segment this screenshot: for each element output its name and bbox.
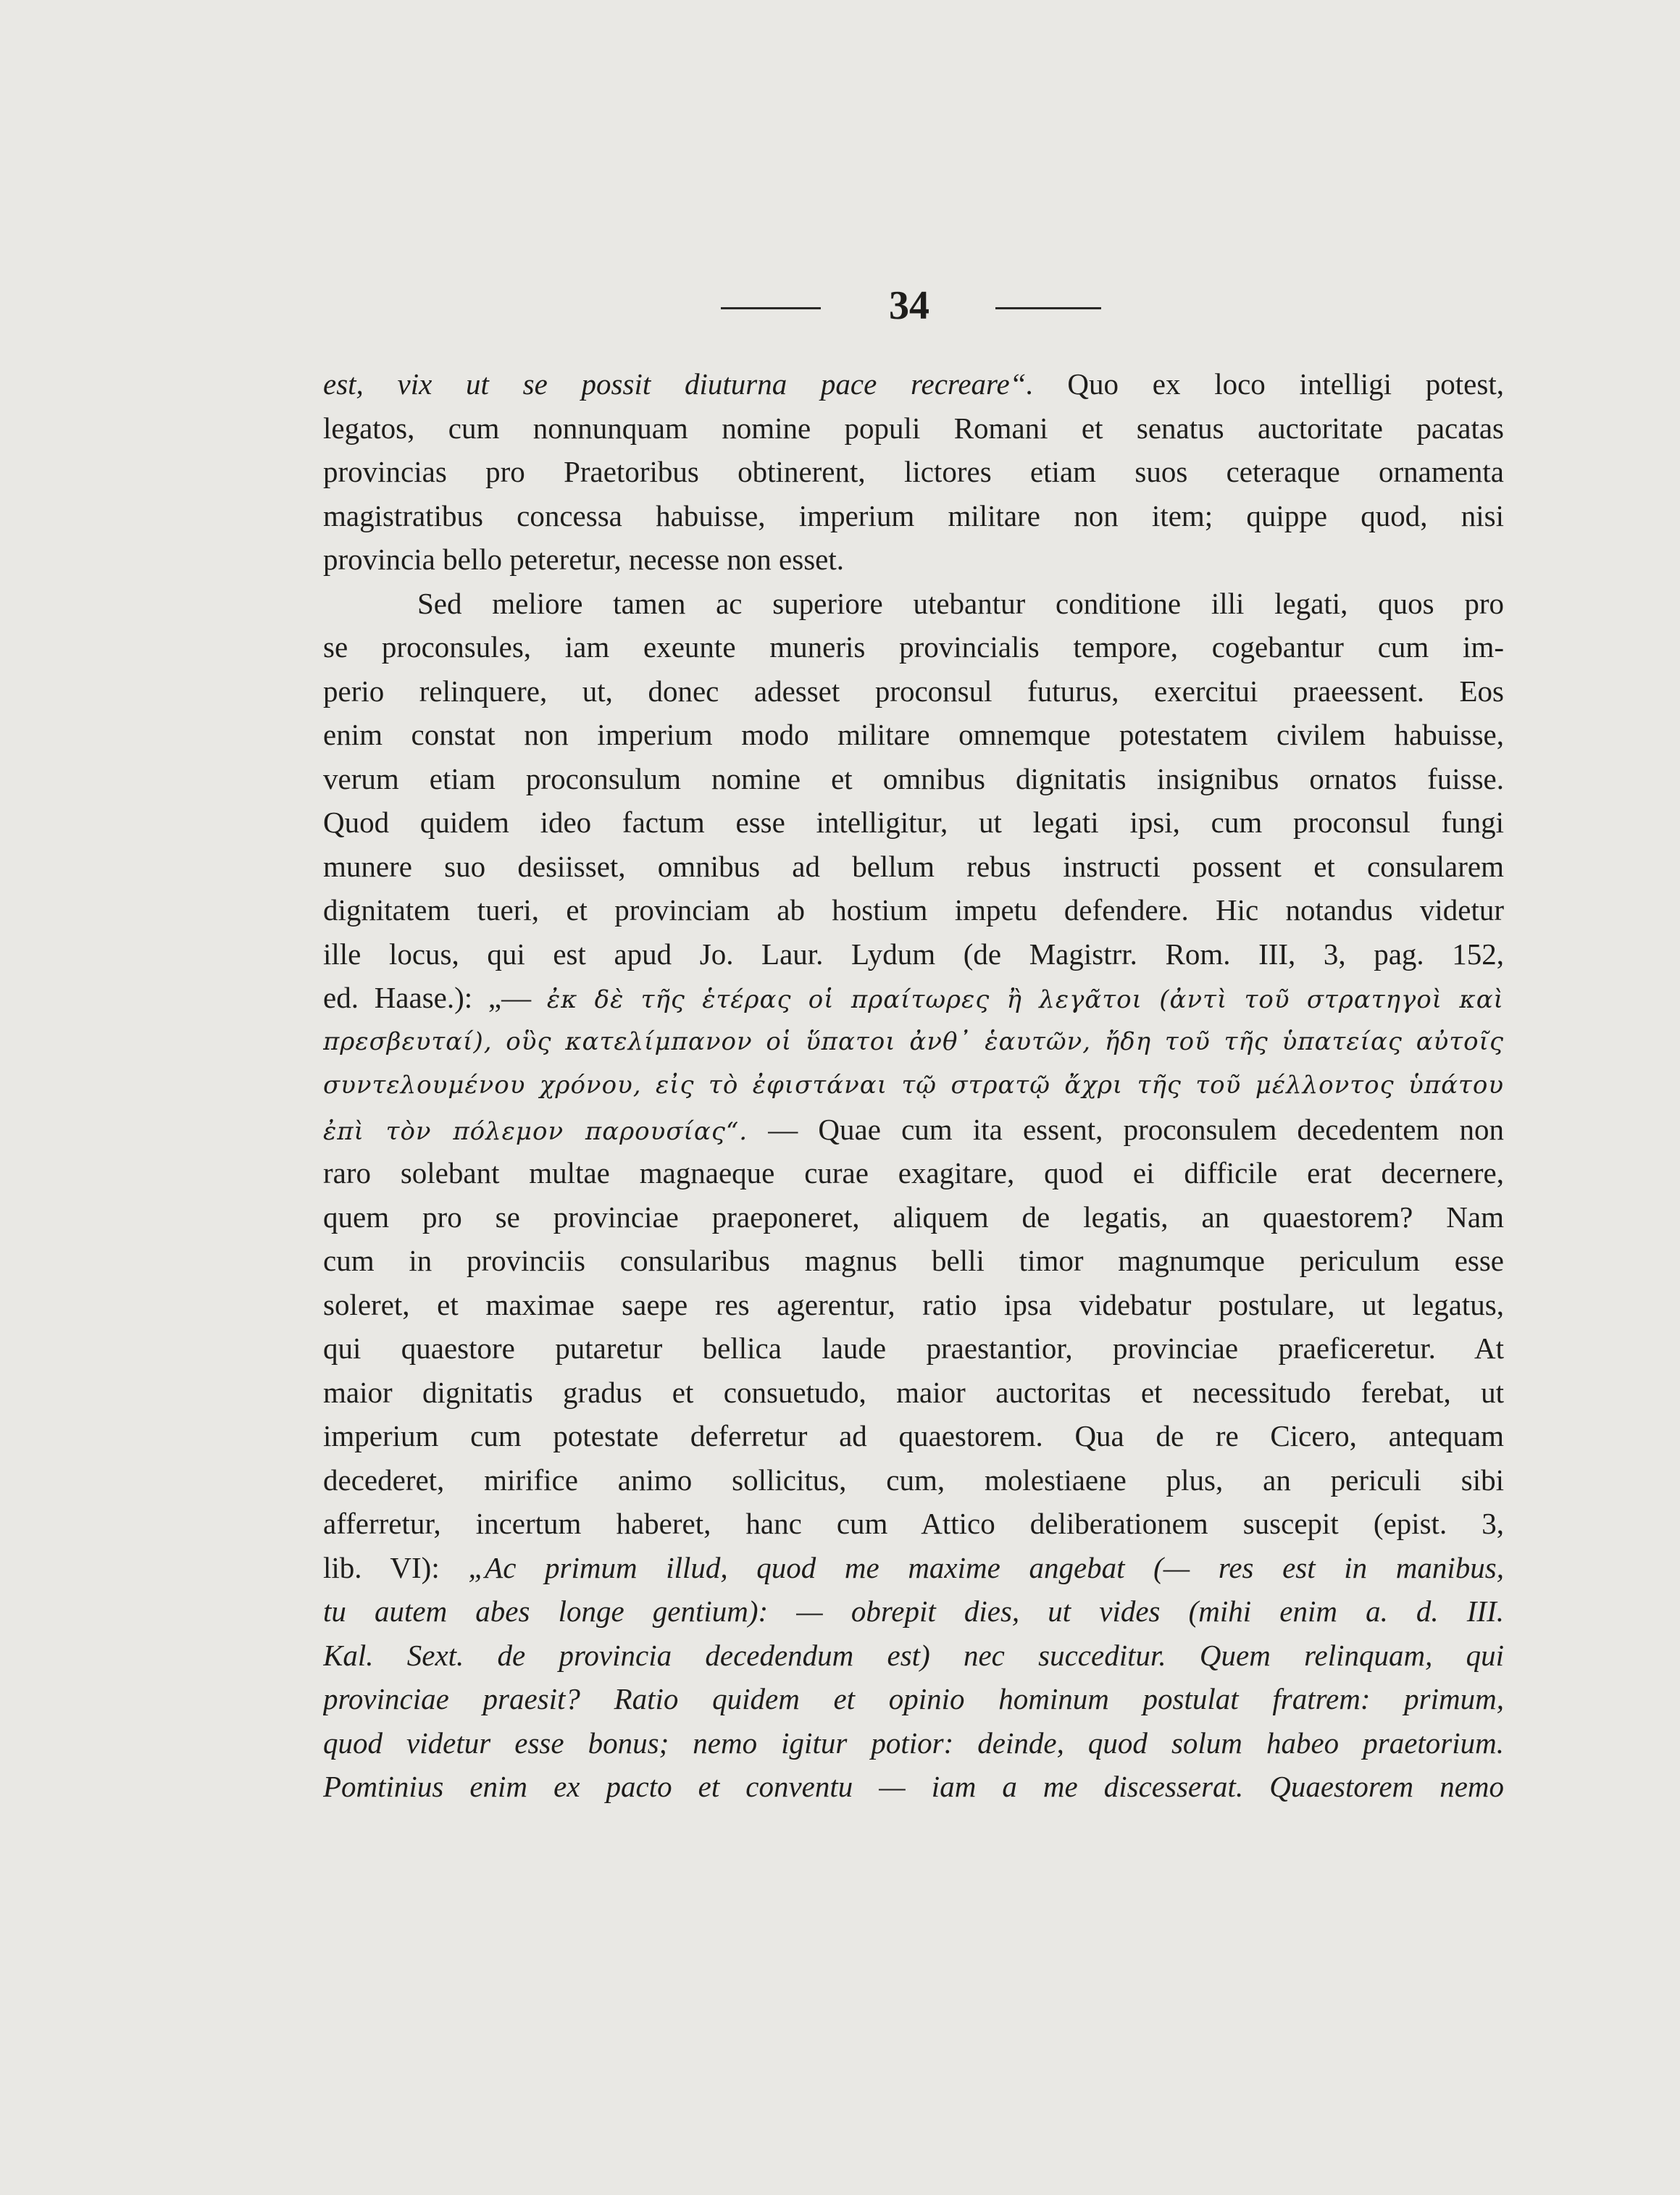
text-line: raro solebant multae magnaeque curae exagitare, quod ei difficile erat decernere,	[323, 1156, 1504, 1190]
italic-quotation-line: tu autem abes longe gentium): — obrepit dies, ut vides (mihi enim a. d. III.	[323, 1594, 1504, 1628]
text-line: Quod quidem ideo factum esse intelligitur, ut legati ipsi, cum proconsul fungi	[323, 806, 1504, 839]
text-line: afferretur, incertum haberet, hanc cum Attico deliberationem suscepit (epist. 3,	[323, 1507, 1504, 1540]
text-line: provincia bello peteretur, necesse non esset.	[323, 543, 845, 576]
text-line: perio relinquere, ut, donec adesset proconsul futurus, exercitui praeessent. Eos	[323, 674, 1504, 708]
text-line: ille locus, qui est apud Jo. Laur. Lydum (de Magistrr. Rom. III, 3, pag. 152,	[323, 937, 1504, 971]
text-line: decederet, mirifice animo sollicitus, cum, molestiaene plus, an periculi sibi	[323, 1463, 1504, 1497]
text-line: legatos, cum nonnunquam nomine populi Romani et senatus auctoritate pacatas	[323, 411, 1504, 445]
header-rule-left	[721, 307, 821, 309]
text-line-roman: Quo ex loco intelligi potest,	[1033, 367, 1504, 401]
text-line: se proconsules, iam exeunte muneris provincialis tempore, cogebantur cum im-	[323, 630, 1504, 664]
text-line: quem pro se provinciae praeponeret, aliquem de legatis, an quaestorem? Nam	[323, 1200, 1504, 1234]
text-line-italic: est, vix ut se possit diuturna pace recreare“.	[323, 367, 1034, 401]
paragraph-start-line: Sed meliore tamen ac superiore utebantur conditione illi legati, quos pro	[417, 586, 1504, 620]
body-text	[323, 362, 1504, 1809]
text-line: qui quaestore putaretur bellica laude praestantior, provinciae praeficeretur. At	[323, 1331, 1504, 1365]
greek-quotation: ἐκ δὲ τῆς ἑτέρας οἱ πραίτωρες ἢ λεγᾶτοι (ἀντὶ τοῦ στρατηγοὶ καὶ	[546, 985, 1504, 1014]
text-line: verum etiam proconsulum nomine et omnibus dignitatis insignibus ornatos fuisse.	[323, 761, 1504, 795]
text-line-italic: „Ac primum illud, quod me maxime angebat (— res est in manibus,	[468, 1550, 1504, 1584]
greek-line: συντελουμένου χρόνου, εἰς τὸ ἐφιστάναι τῷ στρατῷ ἄχρι τῆς τοῦ μέλλοντος ὑπάτου	[323, 1071, 1504, 1100]
text-line: cum in provinciis consularibus magnus belli timor magnumque periculum esse	[323, 1244, 1504, 1277]
page-header	[0, 284, 1680, 327]
text-line-roman: — Quae cum ita essent, proconsulem decedentem non	[748, 1112, 1504, 1146]
text-line: dignitatem tueri, et provinciam ab hostium impetu defendere. Hic notandus videtur	[323, 893, 1504, 927]
greek-line: πρεσβευταί), οὓς κατελίμπανον οἱ ὕπατοι ἀνθ᾽ ἑαυτῶν, ἤδη τοῦ τῆς ὑπατείας αὐτοῖς	[323, 1027, 1504, 1056]
text-line	[323, 1546, 1504, 1590]
text-line-roman: ed. Haase.): „—	[323, 981, 547, 1014]
text-line: provincias pro Praetoribus obtinerent, lictores etiam suos ceteraque ornamenta	[323, 455, 1504, 488]
italic-quotation-line: Pomtinius enim ex pacto et conventu — iam a me discesserat. Quaestorem nemo	[323, 1770, 1504, 1803]
italic-quotation-line: provinciae praesit? Ratio quidem et opinio hominum postulat fratrem: primum,	[323, 1682, 1504, 1715]
header-rule-right	[995, 307, 1101, 309]
text-line: soleret, et maximae saepe res agerentur, ratio ipsa videbatur postulare, ut legatus,	[323, 1287, 1504, 1321]
text-line: imperium cum potestate deferretur ad quaestorem. Qua de re Cicero, antequam	[323, 1419, 1504, 1452]
text-line	[323, 976, 1504, 1020]
text-line	[323, 1108, 1504, 1152]
greek-quotation: ἐπὶ τὸν πόλεμον παρουσίας“.	[323, 1116, 748, 1146]
text-line: magistratibus concessa habuisse, imperium militare non item; quippe quod, nisi	[323, 498, 1504, 532]
page-number: 34	[889, 283, 929, 328]
italic-quotation-line: Kal. Sext. de provincia decedendum est) nec succeditur. Quem relinquam, qui	[323, 1638, 1504, 1672]
text-line	[323, 362, 1504, 406]
text-line-roman: lib. VI):	[323, 1550, 469, 1584]
italic-quotation-line: quod videtur esse bonus; nemo igitur potior: deinde, quod solum habeo praetorium.	[323, 1726, 1504, 1760]
text-line: munere suo desiisset, omnibus ad bellum rebus instructi possent et consularem	[323, 849, 1504, 883]
text-line: enim constat non imperium modo militare omnemque potestatem civilem habuisse,	[323, 718, 1504, 751]
text-line: maior dignitatis gradus et consuetudo, maior auctoritas et necessitudo ferebat, ut	[323, 1375, 1504, 1409]
